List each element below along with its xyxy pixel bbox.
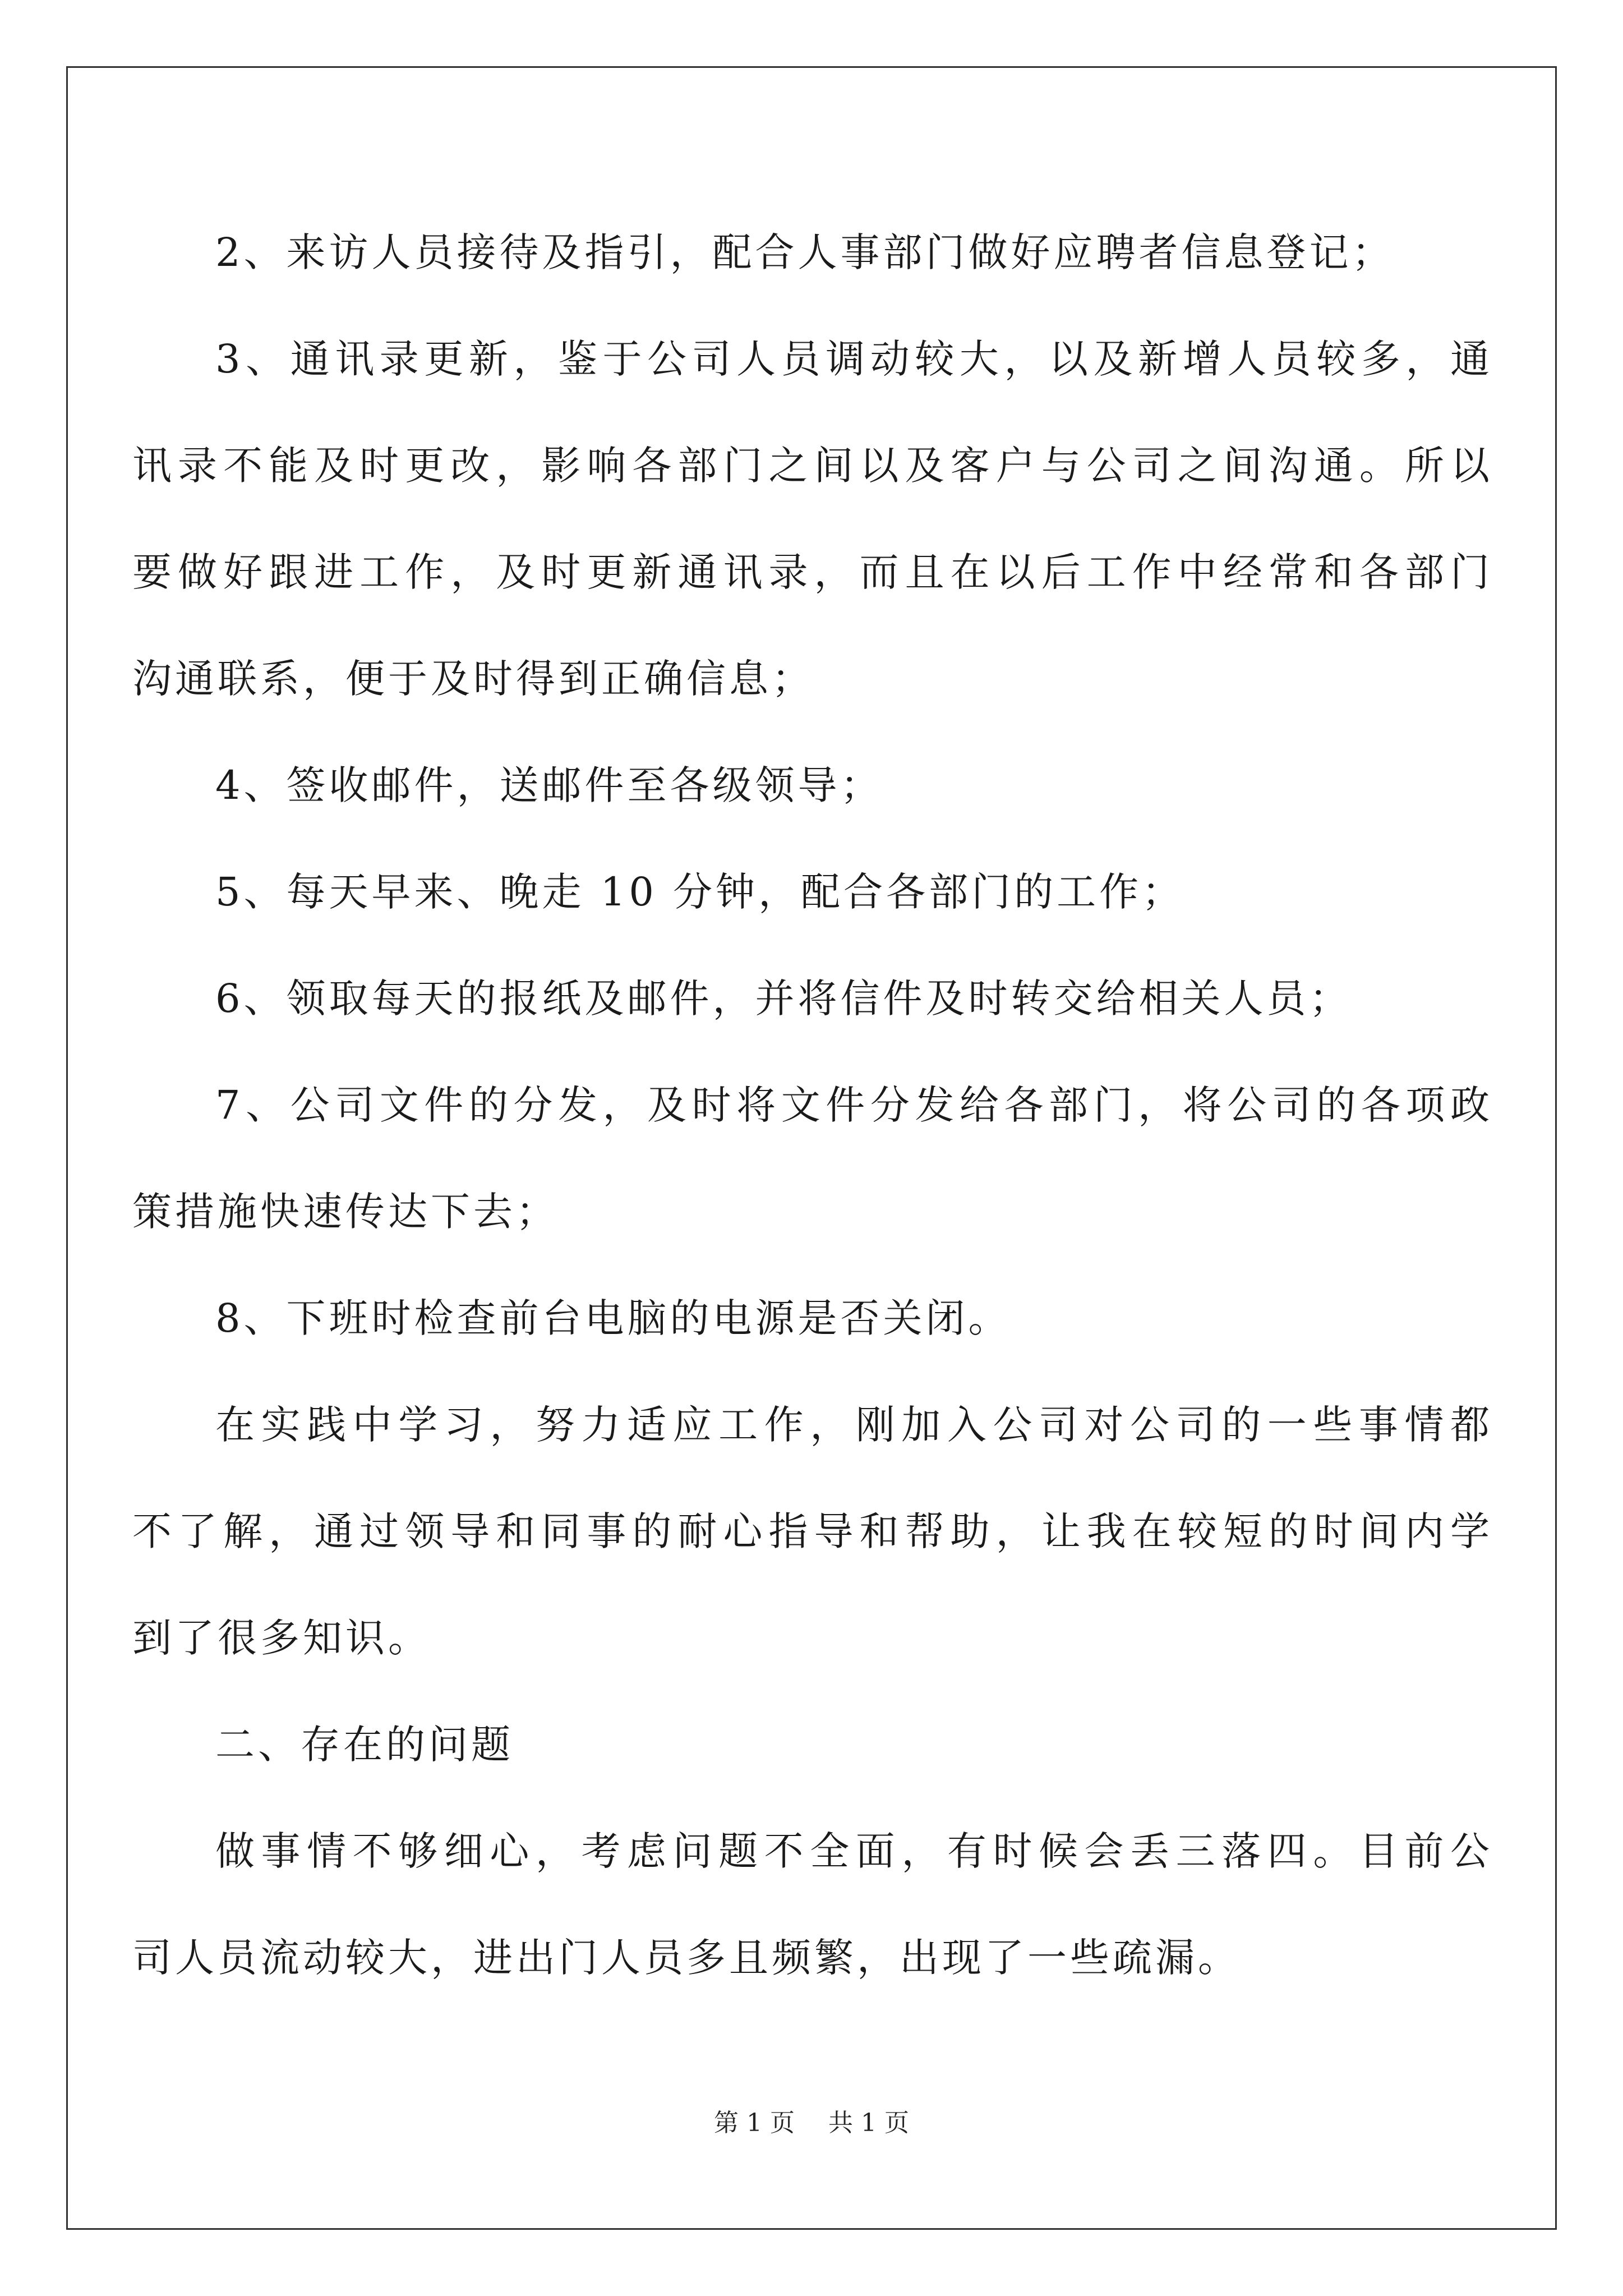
list-item-8: 8、下班时检查前台电脑的电源是否关闭。 xyxy=(215,1295,1011,1341)
list-item-6: 6、领取每天的报纸及邮件，并将信件及时转交给相关人员； xyxy=(215,976,1352,1022)
list-item-3-line-4: 沟通联系，便于及时得到正确信息； xyxy=(132,656,814,702)
list-item-3-line-3: 要做好跟进工作，及时更新通讯录，而且在以后工作中经常和各部门 xyxy=(132,549,1490,595)
list-item-7-line-1: 7、公司文件的分发，及时将文件分发给各部门，将公司的各项政 xyxy=(215,1082,1490,1128)
paragraph-practice-line-2: 不了解，通过领导和同事的耐心指导和帮助，让我在较短的时间内学 xyxy=(132,1508,1490,1554)
paragraph-practice-line-1: 在实践中学习，努力适应工作，刚加入公司对公司的一些事情都 xyxy=(215,1402,1490,1448)
list-item-7-line-2: 策措施快速传达下去； xyxy=(132,1189,559,1235)
page-number: 第 1 页 xyxy=(714,2109,795,2137)
list-item-5: 5、每天早来、晚走 10 分钟，配合各部门的工作； xyxy=(215,869,1185,915)
list-item-4: 4、签收邮件，送邮件至各级领导； xyxy=(215,762,883,808)
paragraph-problems-line-1: 做事情不够细心，考虑问题不全面，有时候会丢三落四。目前公 xyxy=(215,1828,1490,1874)
page-footer xyxy=(0,2104,1623,2143)
list-item-3-line-1: 3、通讯录更新，鉴于公司人员调动较大，以及新增人员较多，通 xyxy=(215,336,1490,382)
paragraph-problems-line-2: 司人员流动较大，进出门人员多且频繁，出现了一些疏漏。 xyxy=(132,1935,1241,1981)
section-heading-problems: 二、存在的问题 xyxy=(215,1722,514,1768)
paragraph-practice-line-3: 到了很多知识。 xyxy=(132,1615,431,1661)
list-item-2: 2、来访人员接待及指引，配合人事部门做好应聘者信息登记； xyxy=(215,229,1395,275)
page-total: 共 1 页 xyxy=(828,2109,909,2137)
list-item-3-line-2: 讯录不能及时更改，影响各部门之间以及客户与公司之间沟通。所以 xyxy=(132,443,1490,489)
